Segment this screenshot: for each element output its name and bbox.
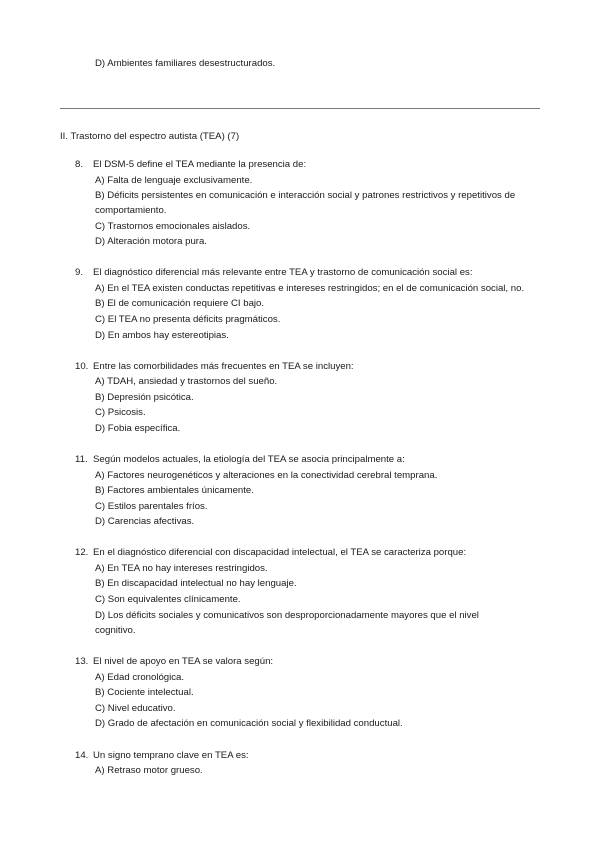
option: C) Trastornos emocionales aislados. bbox=[95, 221, 251, 232]
option: C) Estilos parentales fríos. bbox=[95, 501, 208, 512]
option: D) Fobia específica. bbox=[95, 423, 181, 434]
question-number: 8. bbox=[75, 159, 84, 170]
option-continuation: cognitivo. bbox=[95, 625, 136, 636]
option: C) Son equivalentes clínicamente. bbox=[95, 594, 241, 605]
question-text: Un signo temprano clave en TEA es: bbox=[93, 750, 249, 761]
question-number: 11. bbox=[75, 454, 88, 465]
option: A) En TEA no hay intereses restringidos. bbox=[95, 563, 268, 574]
option: B) Cociente intelectual. bbox=[95, 687, 194, 698]
option: B) Déficits persistentes en comunicación e interacción social y patrones restrictivos y repetitivos de bbox=[95, 190, 516, 201]
section-divider bbox=[60, 108, 540, 109]
option: A) Retraso motor grueso. bbox=[95, 765, 203, 776]
option: D) Carencias afectivas. bbox=[95, 516, 195, 527]
question-number: 13. bbox=[75, 656, 89, 667]
question-number: 14. bbox=[75, 750, 89, 761]
option: A) Falta de lenguaje exclusivamente. bbox=[95, 175, 253, 186]
prev-option-d: D) Ambientes familiares desestructurados. bbox=[95, 58, 276, 69]
question-number: 12. bbox=[75, 547, 89, 558]
option: C) El TEA no presenta déficits pragmáticos. bbox=[95, 314, 281, 325]
option-continuation: comportamiento. bbox=[95, 205, 167, 216]
option: B) Factores ambientales únicamente. bbox=[95, 485, 254, 496]
question-number: 10. bbox=[75, 361, 89, 372]
question-text: El diagnóstico diferencial más relevante entre TEA y trastorno de comunicación social es: bbox=[93, 267, 473, 278]
option: C) Psicosis. bbox=[95, 407, 146, 418]
question-text: El DSM-5 define el TEA mediante la presencia de: bbox=[93, 159, 307, 170]
question-number: 9. bbox=[75, 267, 84, 278]
question-text: Según modelos actuales, la etiología del TEA se asocia principalmente a: bbox=[93, 454, 405, 465]
question-text: En el diagnóstico diferencial con discapacidad intelectual, el TEA se caracteriza porque: bbox=[93, 547, 467, 558]
option: D) Grado de afectación en comunicación social y flexibilidad conductual. bbox=[95, 718, 403, 729]
option: D) Alteración motora pura. bbox=[95, 236, 207, 247]
option: C) Nivel educativo. bbox=[95, 703, 176, 714]
option: A) TDAH, ansiedad y trastornos del sueño. bbox=[95, 376, 278, 387]
section-title: II. Trastorno del espectro autista (TEA) (7) bbox=[60, 131, 240, 142]
option: B) El de comunicación requiere CI bajo. bbox=[95, 298, 265, 309]
question-text: El nivel de apoyo en TEA se valora según: bbox=[93, 656, 274, 667]
option: D) Los déficits sociales y comunicativos son desproporcionadamente mayores que el nivel bbox=[95, 610, 479, 621]
option: A) Edad cronológica. bbox=[95, 672, 185, 683]
option: B) En discapacidad intelectual no hay lenguaje. bbox=[95, 578, 297, 589]
option: A) En el TEA existen conductas repetitivas e intereses restringidos; en el de comunicación social, no. bbox=[95, 283, 525, 294]
question-text: Entre las comorbilidades más frecuentes en TEA se incluyen: bbox=[93, 361, 354, 372]
option: B) Depresión psicótica. bbox=[95, 392, 194, 403]
option: A) Factores neurogenéticos y alteraciones en la conectividad cerebral temprana. bbox=[95, 470, 438, 481]
option: D) En ambos hay estereotipias. bbox=[95, 330, 229, 341]
